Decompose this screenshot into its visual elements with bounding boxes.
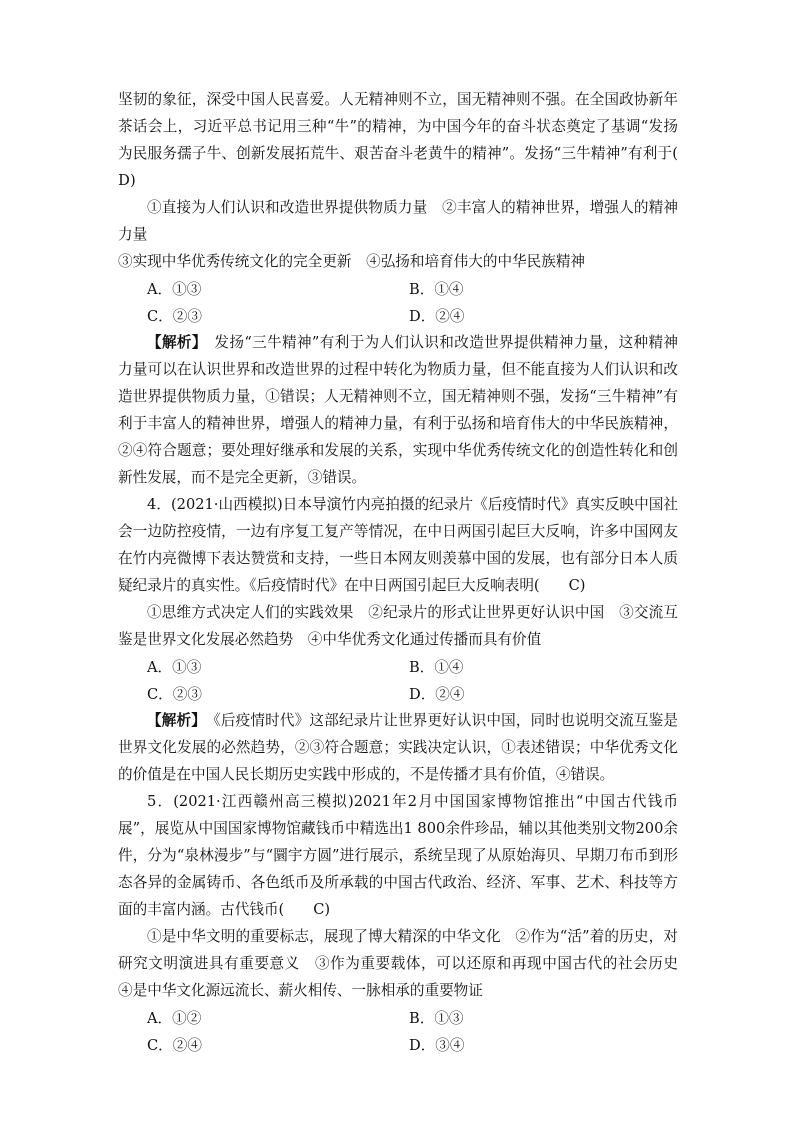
q4-option-b: B．①④	[409, 659, 464, 676]
q4-options-row-1	[118, 653, 678, 680]
q3-option-c: C．②③	[147, 308, 202, 325]
q3-close: )	[130, 172, 136, 189]
q5-statements: ①是中华文明的重要标志，展现了博大精深的中华文化 ②作为“活”着的历史，对研究文明演进具有重要意义 ③作为重要载体，可以还原和再现中国古代的社会历史 ④是中华文化源远流长、薪火相传、一脉相承的重要物证	[118, 928, 693, 999]
q3-statements: ①直接为人们认识和改造世界提供物质力量 ②丰富人的精神世界，增强人的精神力量	[118, 199, 678, 243]
q4-option-d: D．②④	[409, 686, 465, 703]
q5-answer: C	[313, 901, 325, 918]
q3-analysis-label: 【解析】	[147, 334, 200, 351]
q3-statements-2: ③实现中华优秀传统文化的完全更新 ④弘扬和培育伟大的中华民族精神	[118, 253, 586, 270]
q4-option-c: C．②③	[147, 686, 202, 703]
q4-analysis-label: 【解析】	[147, 712, 199, 729]
q3-analysis	[118, 329, 678, 491]
q4-option-a: A．①③	[147, 659, 202, 676]
q3-options-row-1	[118, 275, 678, 302]
q5-option-d: D．③④	[409, 1037, 465, 1054]
q5-stem	[118, 788, 678, 923]
q4-answer: C	[568, 577, 580, 594]
q3-answer: D	[118, 172, 130, 189]
q4-stem	[118, 491, 678, 599]
q4-analysis	[118, 707, 678, 788]
q4-close: )	[579, 577, 586, 594]
q4-stem-text: 4．(2021·山西模拟)日本导演竹内亮拍摄的纪录片《后疫情时代》真实反映中国社会一边防控疫情，一边有序复工复产等情况，在中日两国引起巨大反响，许多中国网友在竹内亮微博下表达赞赏和支持，一些日本网友则羡慕中国的发展，也有部分日本人质疑纪录片的真实性。《后疫情时代》在中日两国引起巨大反响表明(	[118, 496, 678, 594]
q3-options-row-2	[118, 302, 678, 329]
q5-option-b: B．①③	[409, 1010, 464, 1027]
q5-options-row-1	[118, 1004, 678, 1031]
q3-stem	[118, 86, 678, 194]
q3-analysis-text: 发扬“三牛精神”有利于为人们认识和改造世界提供精神力量，这种精神力量可以在认识世界和改造世界的过程中转化为物质力量，但不能直接为人们认识和改造世界提供物质力量，①错误；人无精神则不立，国无精神则不强，发扬“三牛精神”有利于丰富人的精神世界，增强人的精神力量，有利于弘扬和培育伟大的中华民族精神，②④符合题意；要处理好继承和发展的关系，实现中华优秀传统文化的创造性转化和创新性发展，而不是完全更新，③错误。	[118, 334, 678, 486]
q3-option-b: B．①④	[409, 281, 464, 298]
q5-option-a: A．①②	[147, 1010, 202, 1027]
q4-analysis-text: 《后疫情时代》这部纪录片让世界更好认识中国，同时也说明交流互鉴是世界文化发展的必然趋势，②③符合题意；实践决定认识，①表述错误；中华优秀文化的价值是在中国人民长期历史实践中形成的，不是传播才具有价值，④错误。	[118, 712, 678, 783]
q5-options-row-2	[118, 1031, 678, 1058]
q3-stem-text: 坚韧的象征，深受中国人民喜爱。人无精神则不立，国无精神则不强。在全国政协新年茶话会上，习近平总书记用三种“牛”的精神，为中国今年的奋斗状态奠定了基调“发扬为民服务孺子牛、创新发展拓荒牛、艰苦奋斗老黄牛的精神”。发扬“三牛精神”有利于(	[118, 91, 678, 162]
q4-options-row-2	[118, 680, 678, 707]
q3-option-a: A．①③	[147, 281, 202, 298]
q3-option-d: D．②④	[409, 308, 465, 325]
q5-stem-text: 5．(2021·江西赣州高三模拟)2021年2月中国国家博物馆推出“中国古代钱币展”，展览从中国国家博物馆藏钱币中精选出1 800余件珍品，辅以其他类别文物200余件，分为“泉林漫步”与“圜宇方圆”进行展示，系统呈现了从原始海贝、早期刀布币到形态各异的金属铸币、各色纸币及所承载的中国古代政治、经济、军事、艺术、科技等方面的丰富内涵。古代钱币(	[118, 793, 678, 918]
q5-option-c: C．②④	[147, 1037, 202, 1054]
q5-close: )	[324, 901, 331, 918]
document-page	[118, 86, 693, 1058]
q4-statements: ①思维方式决定人们的实践效果 ②纪录片的形式让世界更好认识中国 ③交流互鉴是世界文化发展必然趋势 ④中华优秀文化通过传播而具有价值	[118, 604, 678, 648]
